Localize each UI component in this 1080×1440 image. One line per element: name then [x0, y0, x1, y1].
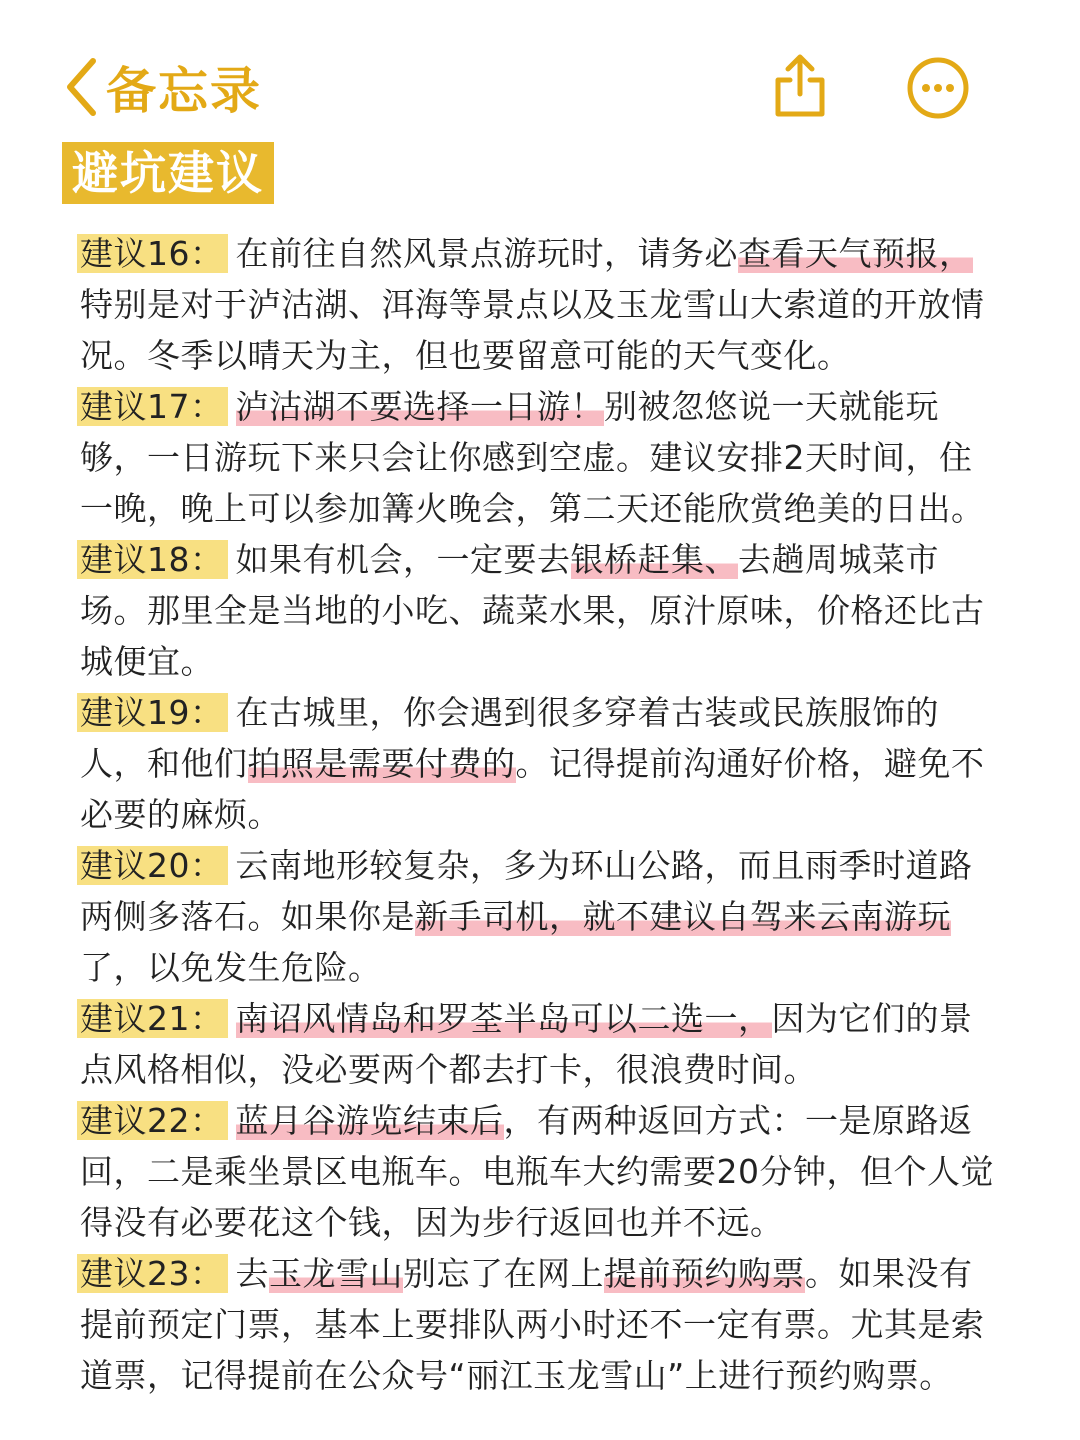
share-button[interactable] [770, 52, 830, 122]
tip-text: 别被忽悠说一天就能玩够，一日游玩下来只会让你感到空虚。建议安排2天时间，住一晚，晚上可以参加篝火晚会，第二天还能欣赏绝美的日出。 [80, 387, 985, 528]
highlighted-text: 提前预约购票 [604, 1254, 805, 1293]
chevron-left-icon [64, 57, 98, 117]
more-options-button[interactable] [906, 56, 970, 120]
tip-text: 别忘了在网上 [403, 1254, 604, 1293]
back-button[interactable] [64, 52, 262, 122]
tip-paragraph [80, 228, 1000, 381]
tip-paragraph [80, 1095, 1000, 1248]
highlighted-text: 蓝月谷游览结束后 [235, 1101, 504, 1140]
tip-label: 建议20： [77, 846, 228, 885]
tip-text: 在古城里，你会遇到很多穿着古装或民族服饰的人，和他们 [80, 693, 939, 783]
tip-paragraph [80, 687, 1000, 840]
tip-paragraph [80, 993, 1000, 1095]
highlighted-text: 拍照是需要付费的 [247, 744, 516, 783]
tip-paragraph [80, 840, 1000, 993]
tip-label: 建议17： [77, 387, 228, 426]
tip-text: 云南地形较复杂，多为环山公路，而且雨季时道路两侧多落石。如果你是 [80, 846, 973, 936]
tip-text: 。如果没有提前预定门票，基本上要排队两小时还不一定有票。尤其是索道票，记得提前在公众号“丽江玉龙雪山”上进行预约购票。 [80, 1254, 985, 1395]
tip-text: 去趟周城菜市场。那里全是当地的小吃、蔬菜水果，原汁原味，价格还比古城便宜。 [80, 540, 985, 681]
tip-paragraph [80, 381, 1000, 534]
share-icon [770, 52, 830, 122]
tip-label: 建议18： [77, 540, 228, 579]
highlighted-text: 南诏风情岛和罗荃半岛可以二选一， [235, 999, 772, 1038]
tip-text: 去 [235, 1254, 269, 1293]
tip-paragraph [80, 534, 1000, 687]
tip-label: 建议19： [77, 693, 228, 732]
tip-text: 了，以免发生危险。 [80, 948, 382, 987]
highlighted-text: 新手司机，就不建议自驾来云南游玩 [415, 897, 951, 936]
tip-label: 建议21： [77, 999, 228, 1038]
tip-text: 如果有机会，一定要去 [235, 540, 571, 579]
back-label: 备忘录 [106, 62, 262, 120]
tip-text: ，有两种返回方式：一是原路返回，二是乘坐景区电瓶车。电瓶车大约需要20分钟，但个人觉得没有必要花这个钱，因为步行返回也并不远。 [80, 1101, 994, 1242]
highlighted-text: 玉龙雪山 [269, 1254, 403, 1293]
tip-text: 在前往自然风景点游玩时，请务必 [235, 234, 738, 273]
navigation-bar [0, 0, 1080, 140]
highlighted-text: 泸沽湖不要选择一日游！ [235, 387, 604, 426]
highlighted-text: 查看天气预报， [738, 234, 973, 273]
tip-label: 建议16： [77, 234, 228, 273]
tip-text: 因为它们的景点风格相似，没必要两个都去打卡，很浪费时间。 [80, 999, 973, 1089]
tip-paragraph [80, 1248, 1000, 1401]
highlighted-text: 银桥赶集、 [570, 540, 738, 579]
tip-text: 。记得提前沟通好价格，避免不必要的麻烦。 [80, 744, 985, 834]
note-content[interactable] [80, 228, 1000, 1401]
more-icon [906, 56, 970, 120]
tip-text: 特别是对于泸沽湖、洱海等景点以及玉龙雪山大索道的开放情况。冬季以晴天为主，但也要留意可能的天气变化。 [80, 285, 985, 375]
page-title: 避坑建议 [62, 142, 274, 204]
tip-label: 建议22： [77, 1101, 228, 1140]
tip-label: 建议23： [77, 1254, 228, 1293]
